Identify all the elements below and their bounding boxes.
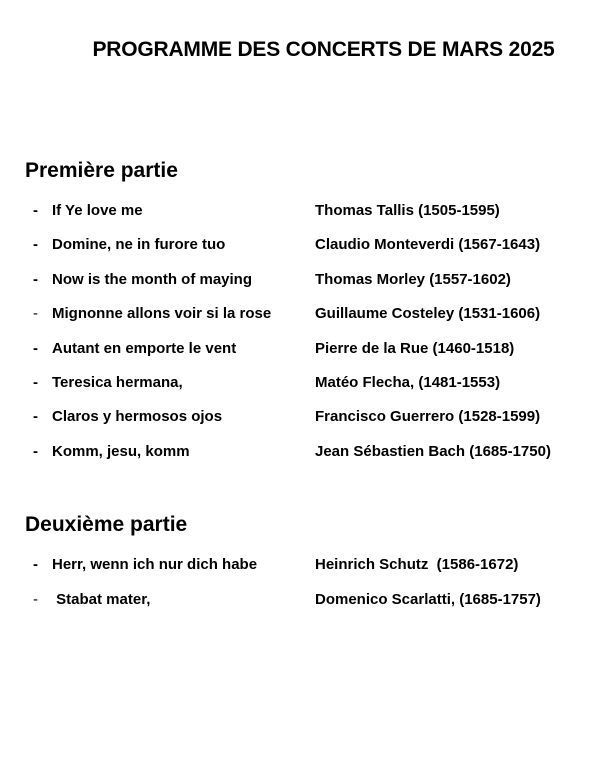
composer-name: Pierre de la Rue (1460-1518) [315,339,515,357]
piece-title: Domine, ne in furore tuo [52,236,226,254]
program-row [0,228,605,262]
piece-title: If Ye love me [52,202,143,219]
composer-name: Thomas Tallis (1505-1595) [315,202,500,219]
composer-name: Domenico Scarlatti, (1685-1757) [315,590,541,608]
dash-bullet: - [33,590,38,608]
program-row [0,400,605,434]
composer-name: Francisco Guerrero (1528-1599) [315,408,541,426]
page-title: PROGRAMME DES CONCERTS DE MARS 2025 [92,38,555,61]
program-row [0,332,605,366]
composer-name: Jean Sébastien Bach (1685-1750) [315,442,551,460]
composer-name: Heinrich Schutz (1586-1672) [315,556,519,574]
piece-title: Autant en emporte le vent [52,339,237,357]
program-row [0,297,605,331]
program-list-part2 [0,548,605,617]
section-heading-premiere-partie: Première partie [25,159,178,182]
program-row [0,263,605,297]
dash-bullet: - [33,442,38,460]
piece-title: Teresica hermana, [52,373,183,391]
composer-name: Guillaume Costeley (1531-1606) [315,305,541,323]
dash-bullet: - [33,236,38,254]
program-row [0,583,605,617]
dash-bullet: - [33,373,38,391]
composer-name: Claudio Monteverdi (1567-1643) [315,236,541,254]
dash-bullet: - [33,305,38,323]
piece-title: Herr, wenn ich nur dich habe [52,556,258,574]
piece-title: Stabat mater, [52,590,151,608]
dash-bullet: - [33,270,38,288]
piece-title: Mignonne allons voir si la rose [52,305,272,323]
piece-title: Claros y hermosos ojos [52,408,223,426]
dash-bullet: - [33,202,38,219]
composer-name: Thomas Morley (1557-1602) [315,270,511,288]
piece-title: Now is the month of maying [52,270,253,288]
composer-name: Matéo Flecha, (1481-1553) [315,373,501,391]
section-heading-deuxieme-partie: Deuxième partie [25,513,188,537]
dash-bullet: - [33,339,38,357]
piece-title: Komm, jesu, komm [52,442,190,460]
program-list-part1 [0,194,605,469]
document-page [0,38,605,772]
program-row [0,366,605,400]
program-row [0,548,605,582]
program-row [0,435,605,469]
dash-bullet: - [33,408,38,426]
program-row [0,194,605,228]
dash-bullet: - [33,556,38,574]
